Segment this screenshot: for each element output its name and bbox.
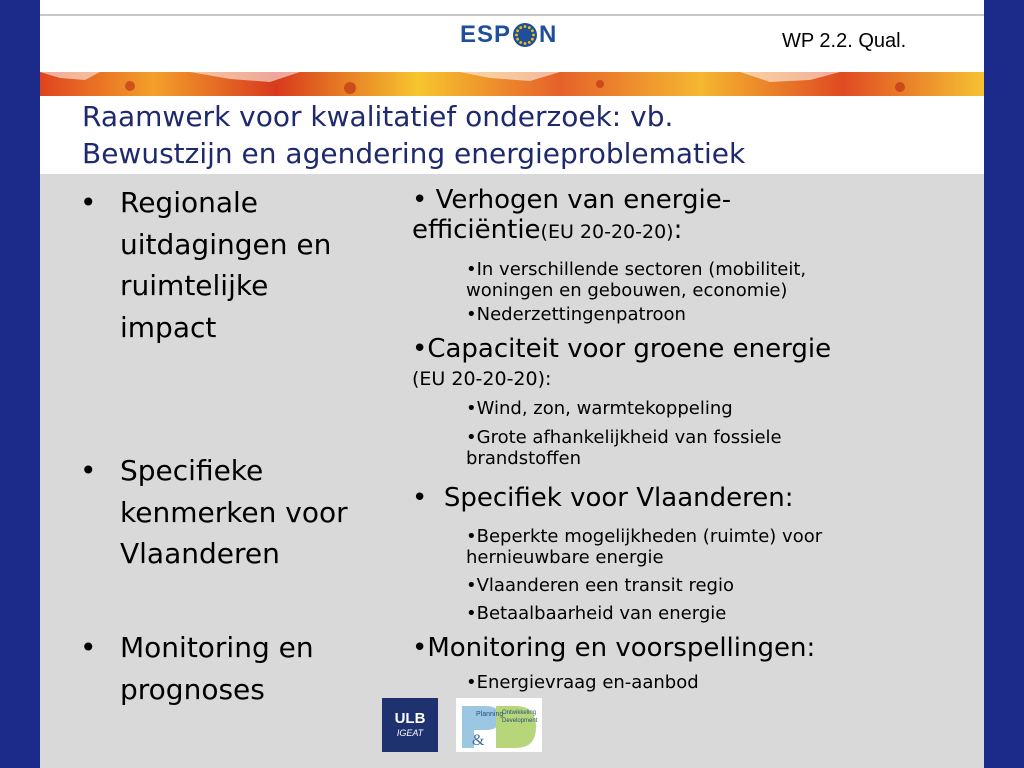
bullet-icon: • [80,454,97,487]
right-sub-3-2-line1: •Vlaanderen een transit regio [466,575,734,596]
right-sub-3-1-line1: •Beperkte mogelijkheden (ruimte) voor [466,526,823,547]
left-item-3-line1: Monitoring en [120,631,314,664]
left-item-2-line2: kenmerken voor [120,495,348,529]
right-sub-1-1 [466,259,806,301]
right-sub-2-1-line1: •Wind, zon, warmtekoppeling [466,398,733,419]
bullet-icon: • [80,186,97,219]
right-sub-1-2-line1: •Nederzettingenpatroon [466,304,686,325]
right-heading-1-eu: (EU 20-20-20) [540,221,674,243]
ulb-logo-text: ULB [394,710,426,727]
slide-title-line2: Bewustzijn en agendering energieproblematiek [82,137,746,170]
right-sub-4-1-line1: •Energievraag en-aanbod [466,672,699,693]
pd-word-1: Planning [476,711,504,718]
eu-stars-icon [512,22,538,48]
svg-text:&: & [472,732,485,749]
slide [40,0,984,768]
header-rule [40,14,984,16]
right-heading-2-line2: (EU 20-20-20): [412,368,552,390]
wp-label: WP 2.2. Qual. [782,30,907,52]
right-sub-2-1 [466,398,733,419]
right-heading-2 [412,334,831,394]
right-heading-4-line1: Monitoring en voorspellingen: [427,633,816,663]
espon-logo-text-left: ESP [460,21,512,48]
left-item-3-line2: prognoses [120,672,265,706]
left-item-2-line1: Specifieke [120,454,264,487]
bullet-icon: • [412,334,428,364]
pd-logo-graphic [456,698,542,752]
right-sub-3-3-line1: •Betaalbaarheid van energie [466,603,727,624]
bullet-icon: • [412,185,436,215]
right-sub-1-2 [466,304,686,325]
espon-logo-text-right: N [539,21,558,48]
espon-logo [460,20,557,50]
bullet-icon: • [412,633,428,663]
right-heading-2-line1: Capaciteit voor groene energie [427,334,832,364]
right-sub-3-1 [466,526,822,568]
right-heading-1-line2: efficiëntie [412,215,541,245]
planning-development-logo [456,698,542,752]
right-sub-4-1 [466,672,699,693]
right-sub-1-1-line1: •In verschillende sectoren (mobiliteit, [466,259,807,280]
left-item-1-line3: ruimtelijke [120,269,269,302]
map-strip-image [40,72,984,96]
ulb-logo [382,698,438,752]
right-sub-2-2 [466,427,782,469]
bullet-icon: • [80,631,97,664]
pd-word-3: Development [502,718,538,724]
right-sub-3-1-line2: hernieuwbare energie [466,547,664,568]
right-sub-3-2 [466,575,734,596]
right-sub-3-3 [466,603,726,624]
igeat-logo-text: IGEAT [396,728,424,738]
right-heading-1-line1: Verhogen van energie- [435,185,732,215]
right-heading-3 [412,483,793,513]
left-item-1-line1: Regionale [120,186,259,219]
right-sub-2-2-line1: •Grote afhankelijkheid van fossiele [466,427,782,448]
pd-word-2: Ontwikkeling [502,710,537,716]
right-sub-2-2-line2: brandstoffen [466,448,582,469]
right-heading-4 [412,633,815,663]
left-item-2-line3: Vlaanderen [120,537,280,570]
left-item-1-line2: uitdagingen en [120,227,332,261]
header [40,0,984,72]
right-heading-3-line1: Specifiek voor Vlaanderen: [443,483,794,513]
slide-title [82,98,962,172]
bullet-icon: • [412,483,444,513]
right-heading-1 [412,185,731,247]
right-heading-1-colon: : [673,215,683,245]
left-item-1-line4: impact [120,310,217,344]
right-sub-1-1-line2: woningen en gebouwen, economie) [466,280,788,301]
slide-title-line1: Raamwerk voor kwalitatief onderzoek: vb. [82,100,674,133]
